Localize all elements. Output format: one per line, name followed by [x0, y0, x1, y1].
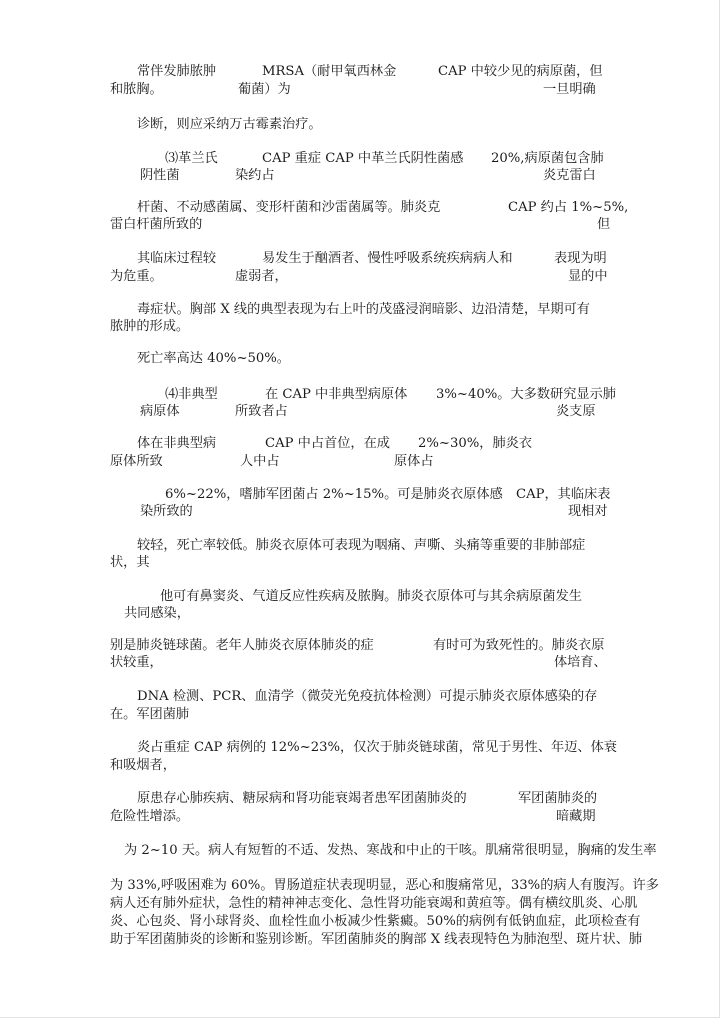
text-line: 染所致的	[140, 504, 193, 519]
text-line: MRSA（耐甲氧西林金	[262, 64, 397, 79]
text-line: 病人还有肺外症状，急性的精神神志变化、急性肾功能衰竭和黄疸等。偶有横纹肌炎、心肌	[110, 896, 638, 911]
text-line: 别是肺炎链球菌。老年人肺炎衣原体肺炎的症	[110, 638, 374, 653]
text-line: 危险性增添。	[110, 809, 190, 824]
text-line: ⑷非典型	[165, 387, 218, 402]
text-line: 炎克雷白	[543, 168, 596, 183]
text-line: 和吸烟者，	[110, 758, 176, 773]
text-line: 体在非典型病	[137, 436, 217, 451]
text-line: 杆菌、不动感菌属、变形杆菌和沙雷菌属等。肺炎克	[137, 200, 441, 215]
text-line: 毒症状。胸部 X 线的典型表现为右上叶的茂盛浸润暗影、边沿清楚，早期可有	[137, 302, 590, 317]
text-line: ⑶革兰氏	[165, 151, 218, 166]
text-line: 一旦明确	[543, 82, 596, 97]
text-line: 表现为明	[554, 251, 607, 266]
text-line: 雷白杆菌所致的	[110, 217, 203, 232]
text-line: 死亡率高达 40%~50%。	[137, 351, 290, 366]
text-line: 炎占重症 CAP 病例的 12%~23%，仅次于肺炎链球菌，常见于男性、年迈、体衰	[137, 740, 617, 755]
text-line: 6%~22%，嗜肺军团菌占 2%~15%。可是肺炎衣原体感	[165, 487, 503, 502]
text-line: 虚弱者，	[235, 269, 288, 284]
text-line: 军团菌肺炎的	[518, 791, 598, 806]
text-line: 和脓胸。	[110, 82, 163, 97]
text-line: 原患存心肺疾病、糖尿病和肾功能衰竭者患军团菌肺炎的	[137, 791, 467, 806]
text-line: 原体占	[394, 454, 434, 469]
text-line: CAP 中占首位，在成	[265, 436, 390, 451]
text-line: 显的中	[568, 269, 608, 284]
text-line: 共同感染，	[124, 606, 190, 621]
text-line: CAP 中较少见的病原菌，但	[438, 64, 603, 79]
text-line: 炎支原	[556, 404, 596, 419]
text-line: CAP，其临床表	[516, 487, 611, 502]
text-line: CAP 约占 1%~5%,	[508, 200, 629, 215]
text-line: 3%~40%。大多数研究显示肺	[436, 387, 616, 402]
text-line: 20%,病原菌包含肺	[491, 151, 604, 166]
text-line: 为 33%,呼吸困难为 60%。胃肠道症状表现明显，恶心和腹痛常见，33%的病人有腹泻。许多	[110, 878, 659, 893]
text-line: 染约占	[235, 168, 275, 183]
text-line: 但	[597, 217, 611, 232]
text-line: 较轻，死亡率较低。肺炎衣原体可表现为咽痛、声嘶、头痛等重要的非肺部症	[137, 538, 586, 553]
text-line: 原体所致	[110, 454, 163, 469]
text-line: DNA 检测、PCR、血清学（微荧光免疫抗体检测）可提示肺炎衣原体感染的存	[137, 689, 598, 704]
text-line: 炎、心包炎、肾小球肾炎、血栓性血小板减少性紫癜。50%的病例有低钠血症，此项检查有	[110, 914, 641, 929]
text-line: 状，其	[110, 555, 150, 570]
text-line: 暗藏期	[556, 809, 596, 824]
text-line: 常伴发肺脓肿	[137, 64, 217, 79]
text-line: 葡菌）为	[238, 82, 291, 97]
text-line: 在。军团菌肺	[110, 707, 190, 722]
text-line: 2%~30%，肺炎衣	[418, 436, 533, 451]
text-line: 他可有鼻窦炎、气道反应性疾病及脓胸。肺炎衣原体可与其余病原菌发生	[160, 589, 582, 604]
text-line: 脓肿的形成。	[110, 319, 190, 334]
text-line: 人中占	[240, 454, 280, 469]
text-line: 有时可为致死性的。肺炎衣原	[433, 638, 605, 653]
text-line: 易发生于酗酒者、慢性呼吸系统疾病病人和	[262, 251, 513, 266]
text-line: 诊断，则应采纳万古霉素治疗。	[137, 117, 322, 132]
text-line: 阴性菌	[140, 168, 180, 183]
text-line: CAP 重症 CAP 中革兰氏阴性菌感	[262, 151, 464, 166]
text-line: 为危重。	[110, 269, 163, 284]
text-line: 状较重，	[110, 655, 163, 670]
text-line: 助于军团菌肺炎的诊断和鉴别诊断。军团菌肺炎的胸部 X 线表现特色为肺泡型、斑片状、肺	[110, 932, 643, 947]
text-line: 其临床过程较	[137, 251, 217, 266]
text-line: 病原体	[140, 404, 180, 419]
text-line: 所致者占	[235, 404, 288, 419]
text-line: 在 CAP 中非典型病原体	[265, 387, 408, 402]
text-line: 现相对	[568, 504, 608, 519]
text-line: 体培育、	[554, 655, 607, 670]
text-line: 为 2~10 天。病人有短暂的不适、发热、寒战和中止的干咳。肌痛常很明显，胸痛的发生率	[124, 843, 657, 858]
